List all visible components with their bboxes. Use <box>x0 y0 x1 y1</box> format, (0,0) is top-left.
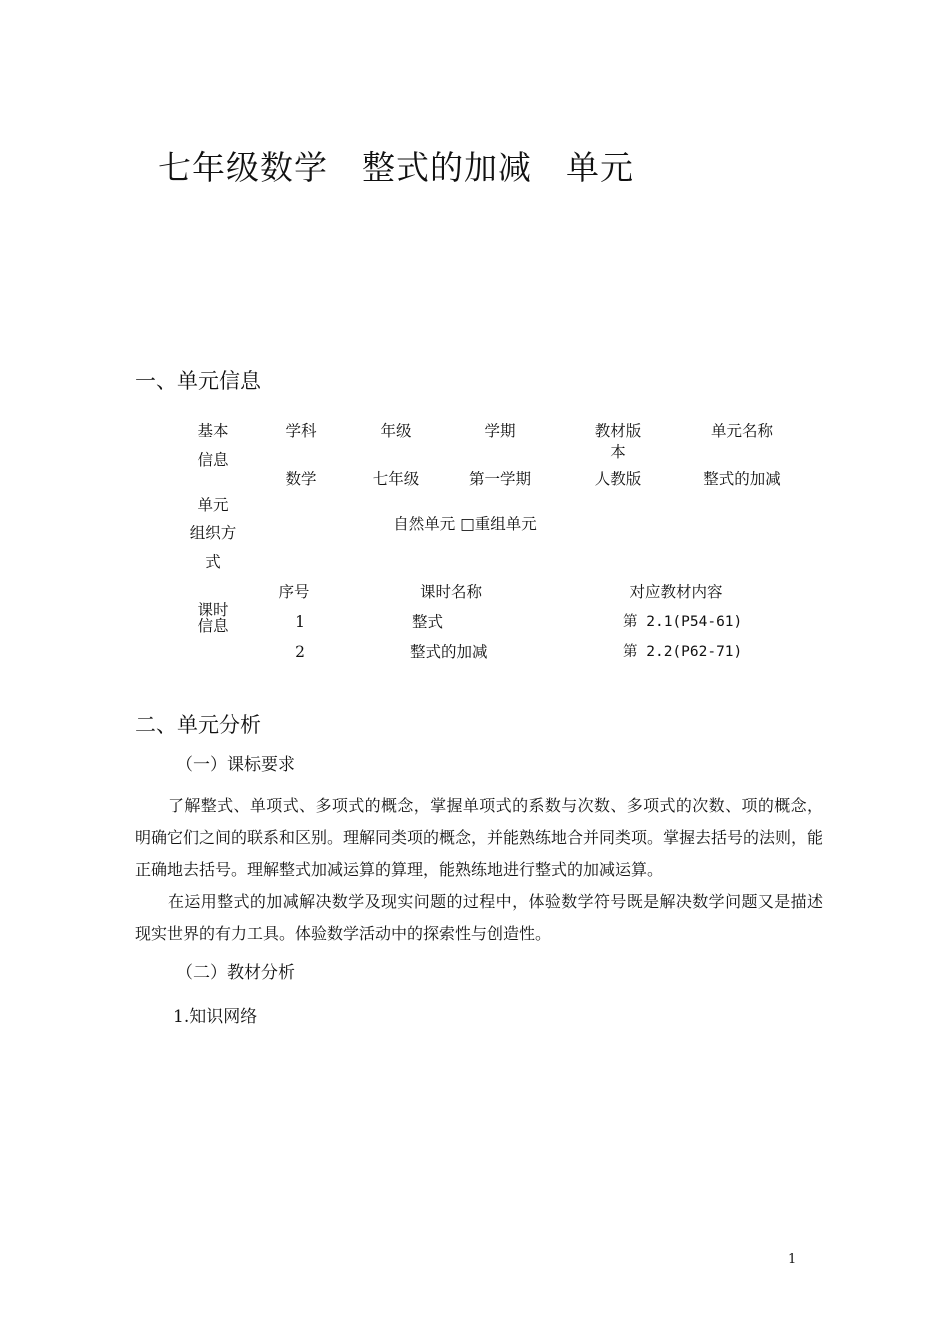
lesson-header-name: 课时名称 <box>419 583 482 601</box>
subheading-textbook-analysis: （二）教材分析 <box>176 963 295 983</box>
paragraph-1: 了解整式、单项式、多项式的概念，掌握单项式的系数与次数、多项式的次数、项的概念，明确它们之间的联系和区别。理解同类项的概念，并能熟练地合并同类项。掌握去括号的法则，能正确地去括号。理解整式加减运算的算理，能熟练地进行整式的加减运算。 <box>135 796 824 879</box>
org-label-line1: 单元 <box>197 496 229 514</box>
page-number: 1 <box>788 1252 797 1267</box>
lesson-row-1-no: 1 <box>295 613 305 631</box>
value-grade: 七年级 <box>372 470 420 488</box>
basic-info-label-line1: 基本 <box>197 422 229 440</box>
header-term: 学期 <box>484 422 516 440</box>
section-heading-unit-info: 一、单元信息 <box>135 369 261 393</box>
value-edition: 人教版 <box>594 470 642 488</box>
document-title: 七年级数学 整式的加减 单元 <box>158 148 634 187</box>
header-unit-name: 单元名称 <box>710 422 773 440</box>
subheading-curriculum-standards: （一）课标要求 <box>176 755 295 775</box>
lesson-row-2-name: 整式的加减 <box>410 643 488 661</box>
value-subject: 数学 <box>285 470 317 488</box>
org-label-line3: 式 <box>205 553 221 571</box>
body-paragraphs <box>135 790 823 950</box>
header-edition-line2: 本 <box>610 443 626 461</box>
lesson-header-no: 序号 <box>278 583 310 601</box>
lesson-row-1-content: 第 2.1(P54-61) <box>623 614 743 630</box>
header-subject: 学科 <box>285 422 317 440</box>
org-value: 自然单元 □重组单元 <box>393 515 537 533</box>
item-knowledge-network: 1.知识网络 <box>173 1007 258 1027</box>
paragraph-2: 在运用整式的加减解决数学及现实问题的过程中，体验数学符号既是解决数学问题又是描述现实世界的有力工具。体验数学活动中的探索性与创造性。 <box>135 892 823 943</box>
lesson-row-2-content: 第 2.2(P62-71) <box>623 644 743 660</box>
header-edition-line1: 教材版 <box>594 422 642 440</box>
lesson-header-content: 对应教材内容 <box>629 583 723 601</box>
section-heading-unit-analysis: 二、单元分析 <box>135 713 261 737</box>
lesson-row-2-no: 2 <box>295 643 305 661</box>
lesson-label-line2: 信息 <box>197 617 229 635</box>
value-unit-name: 整式的加减 <box>703 470 781 488</box>
header-grade: 年级 <box>380 422 412 440</box>
lesson-label-line1: 课时 <box>197 601 229 619</box>
basic-info-label-line2: 信息 <box>197 451 229 469</box>
value-term: 第一学期 <box>468 470 531 488</box>
lesson-row-1-name: 整式 <box>412 613 444 631</box>
org-label-line2: 组织方 <box>189 524 237 542</box>
